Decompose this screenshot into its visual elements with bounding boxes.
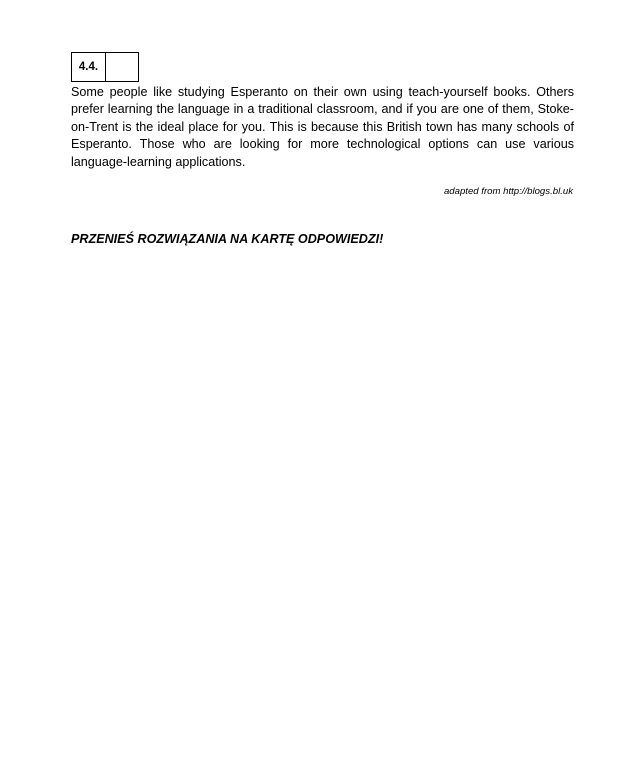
passage-text: Some people like studying Esperanto on their own using teach-yourself books. Others prefer learning the language in a traditional classroom, and if you are one of them, Stoke-on-Trent is the ideal place for you. This is because this British town has many schools of Esperanto. Those who are looking for more technological options can use various language-learning applications. [71, 85, 574, 169]
question-number: 4.4. [72, 53, 106, 81]
question-number-box [71, 52, 139, 82]
answer-field[interactable] [106, 53, 138, 81]
transfer-instruction: PRZENIEŚ ROZWIĄZANIA NA KARTĘ ODPOWIEDZI! [71, 232, 384, 246]
source-citation: adapted from http://blogs.bl.uk [443, 186, 573, 197]
